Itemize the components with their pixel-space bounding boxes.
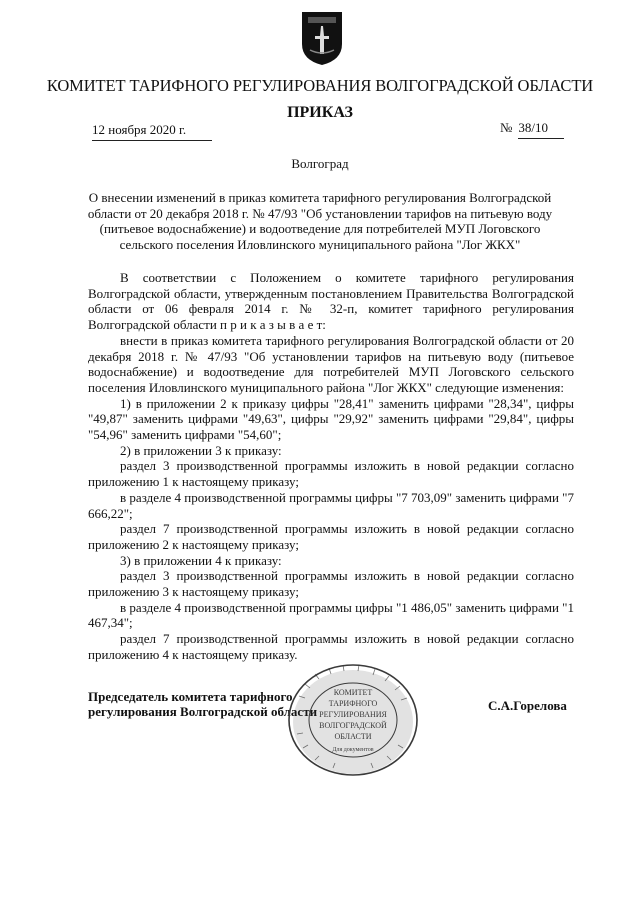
subject-line: (питьевое водоснабжение) и водоотведение для потребителей МУП Логовского xyxy=(99,221,541,236)
body-paragraph: раздел 7 производственной программы изложить в новой редакции согласно приложению 4 к настоящему приказу. xyxy=(88,631,574,662)
subject-line: О внесении изменений в приказ комитета тарифного регулирования Волгоградской xyxy=(88,190,552,205)
position-line: Председатель комитета тарифного xyxy=(88,689,293,704)
svg-text:КОМИТЕТ: КОМИТЕТ xyxy=(333,688,373,697)
subject-line: области от 20 декабря 2018 г. № 47/93 "Об установлении тарифов на питьевую воду xyxy=(87,205,553,221)
number-sign: № xyxy=(500,120,513,135)
coat-of-arms-icon xyxy=(300,10,344,66)
body-paragraph: В соответствии с Положением о комитете тарифного регулирования Волгоградской области, утвержденным постановлением Правительства Волгоградской области от 06 февраля 2014 г. № 32-п, комитет тарифного регулирования Волгоградской области п р и к а з ы в а е т: xyxy=(88,270,574,333)
order-subject xyxy=(70,190,570,252)
svg-text:РЕГУЛИРОВАНИЯ: РЕГУЛИРОВАНИЯ xyxy=(319,710,387,719)
subject-line: сельского поселения Иловлинского муниципального района "Лог ЖКХ" xyxy=(119,236,521,252)
signatory-name: С.А.Горелова xyxy=(488,698,567,713)
committee-name: КОМИТЕТ ТАРИФНОГО РЕГУЛИРОВАНИЯ ВОЛГОГРАДСКОЙ ОБЛАСТИ xyxy=(46,76,594,95)
order-body xyxy=(88,270,574,663)
body-paragraph: 1) в приложении 2 к приказу цифры "28,41" заменить цифрами "28,34", цифры "49,87" заменить цифрами "49,63", цифры "29,92" заменить цифрами "29,84", цифры "54,96" заменить цифрами "54,60"; xyxy=(88,395,574,443)
body-paragraph: 3) в приложении 4 к приказу: xyxy=(120,552,282,568)
body-paragraph: раздел 3 производственной программы изложить в новой редакции согласно приложению 3 к настоящему приказу; xyxy=(88,568,574,600)
official-seal-icon xyxy=(283,660,423,780)
document-type-title: ПРИКАЗ xyxy=(287,104,353,121)
body-paragraph: в разделе 4 производственной программы цифры "1 486,05" заменить цифрами "1 467,34"; xyxy=(88,599,574,631)
svg-text:ОБЛАСТИ: ОБЛАСТИ xyxy=(334,732,372,741)
body-paragraph: в разделе 4 производственной программы цифры "7 703,09" заменить цифрами "7 666,22"; xyxy=(88,489,574,521)
svg-text:ВОЛГОГРАДСКОЙ: ВОЛГОГРАДСКОЙ xyxy=(319,721,387,730)
city-name: Волгоград xyxy=(291,156,349,171)
body-paragraph: 2) в приложении 3 к приказу: xyxy=(120,442,282,458)
order-number-block xyxy=(500,120,564,139)
order-date: 12 ноября 2020 г. xyxy=(92,122,212,141)
order-number: 38/10 xyxy=(518,120,564,139)
svg-text:Для документов: Для документов xyxy=(332,747,374,753)
body-paragraph: раздел 7 производственной программы изложить в новой редакции согласно приложению 2 к настоящему приказу; xyxy=(88,521,574,552)
position-line: регулирования Волгоградской области xyxy=(88,704,318,719)
svg-text:ТАРИФНОГО: ТАРИФНОГО xyxy=(328,699,378,708)
body-paragraph: внести в приказ комитета тарифного регулирования Волгоградской области от 20 декабря 2018 г. № 47/93 "Об установлении тарифов на питьевую воду (питьевое водоснабжение) и водоотведение для потребителей МУП Логовского сельского поселения Иловлинского муниципального района "Лог ЖКХ" следующие изменения: xyxy=(88,332,574,395)
body-paragraph: раздел 3 производственной программы изложить в новой редакции согласно приложению 1 к настоящему приказу; xyxy=(88,458,574,490)
